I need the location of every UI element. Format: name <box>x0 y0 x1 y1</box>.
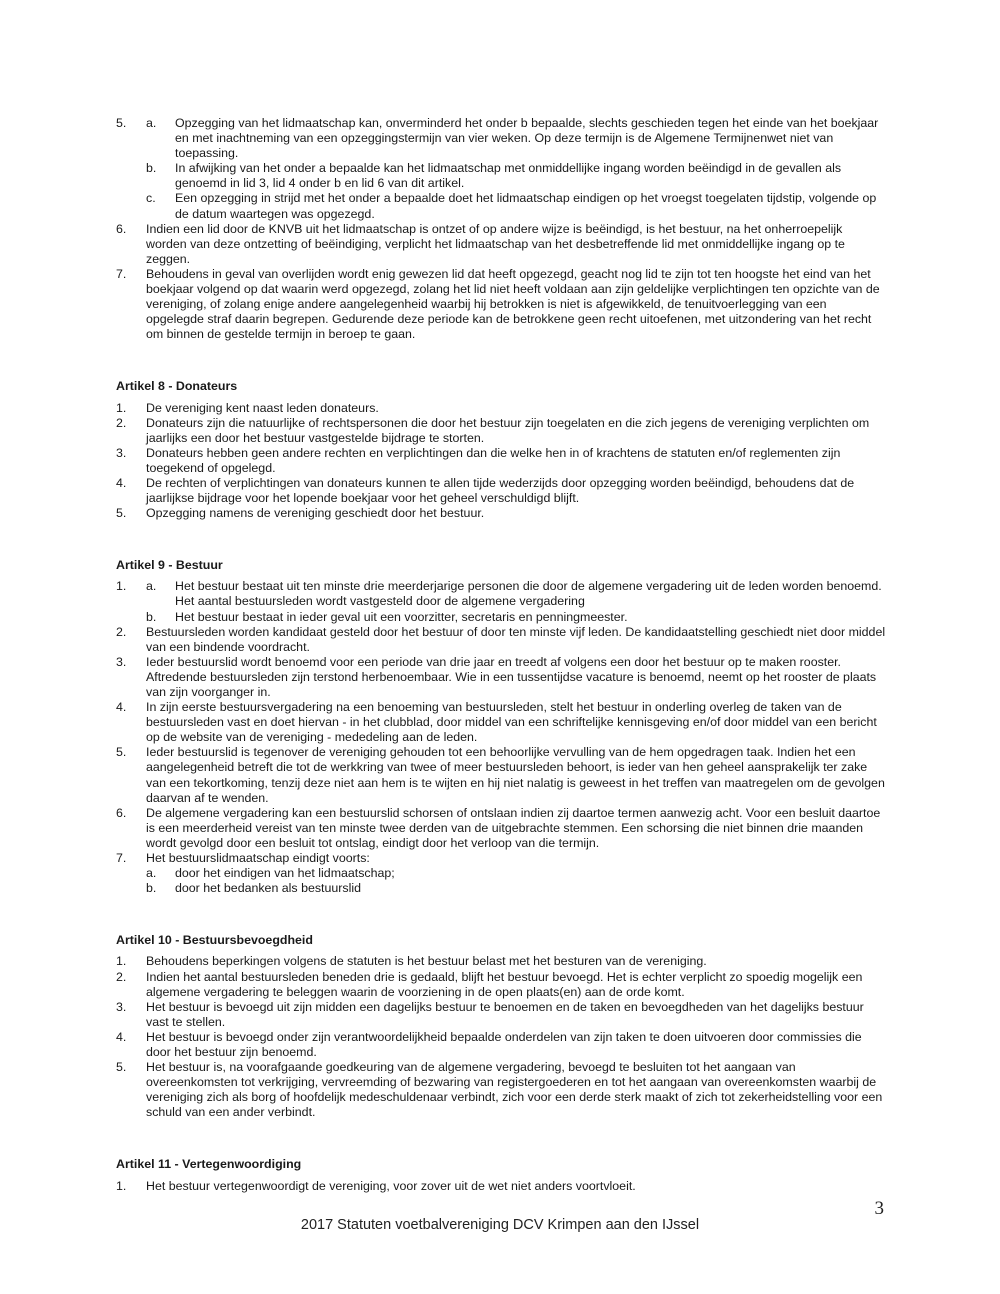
list-item <box>116 1060 886 1120</box>
item-text: Het bestuurslidmaatschap eindigt voorts: <box>146 851 370 866</box>
item-text: In zijn eerste bestuursvergadering na een benoeming van bestuursleden, stelt het bestuur in onderling overleg de taken van de bestuursleden vast en doet hiervan - in het clubblad, door middel van een schriftelijke kennisgeving en/of door middel van een bericht op de website van de vereniging - mededeling aan de leden. <box>146 700 877 745</box>
item-text: De vereniging kent naast leden donateurs. <box>146 400 379 415</box>
article-11 <box>116 1157 886 1193</box>
sub-item-letter: b. <box>146 881 157 896</box>
item-number: 4. <box>116 700 127 715</box>
item-number: 5. <box>116 745 127 760</box>
item-number: 5. <box>116 1060 127 1075</box>
item-number: 1. <box>116 954 127 969</box>
page-number: 3 <box>874 1198 884 1219</box>
list-item <box>116 700 886 745</box>
list-item <box>116 222 886 267</box>
list-item <box>116 506 886 521</box>
sub-item <box>146 881 886 896</box>
item-text: Behoudens in geval van overlijden wordt enig gewezen lid dat heeft opgezegd, geacht nog lid te zijn tot ten hoogste het eind van het boekjaar volgend op dat waarin werd opgezegd, zolang het lid niet heeft voldaan aan zijn geldelijke verplichtingen ten opzichte van de vereniging, of zolang enige andere aangelegenheid waarbij hij betrokken is niet is afgewikkeld, de tenuitvoerlegging van een opgelegde straf daarin begrepen. Gedurende deze periode kan de betrokkene geen recht uitoefenen, met uitzondering van het recht om binnen de gestelde termijn in beroep te gaan. <box>146 266 880 342</box>
sub-item <box>146 191 886 221</box>
list-item <box>116 851 886 896</box>
list-item <box>116 745 886 805</box>
item-text: Indien het aantal bestuursleden beneden drie is gedaald, blijft het bestuur bevoegd. Het is echter verplicht zo spoedig mogelijk een algemene vergadering te beleggen waarin de voorziening in de open plaats(en) aan de orde komt. <box>146 969 863 999</box>
item-number: 4. <box>116 1029 127 1044</box>
article-heading: Artikel 11 - Vertegenwoordiging <box>116 1157 302 1172</box>
list-item <box>116 267 886 342</box>
item-number: 3. <box>116 999 127 1014</box>
sub-item-letter: b. <box>146 609 157 624</box>
list-item <box>116 1000 886 1030</box>
item-text: Behoudens beperkingen volgens de statuten is het bestuur belast met het besturen van de vereniging. <box>146 954 707 969</box>
list-item <box>116 625 886 655</box>
sub-item-letter: a. <box>146 866 157 881</box>
item-number: 3. <box>116 654 127 669</box>
item-text: Het bestuur is, na voorafgaande goedkeuring van de algemene vergadering, bevoegd te besluiten tot het aangaan van overeenkomsten tot verkrijging, vervreemding of bezwaring van registergoederen en tot het aangaan van overeenkomsten waarbij de vereniging zich als borg of hoofdelijk medeschuldenaar verbindt, zich voor een derde sterk maakt of zich tot zekerheidstelling voor een schuld van een ander verbindt. <box>146 1060 883 1120</box>
item-text: Het bestuur is bevoegd onder zijn verantwoordelijkheid bepaalde onderdelen van zijn taken te doen uitvoeren door commissies die door het bestuur zijn benoemd. <box>146 1029 862 1059</box>
list-item <box>116 579 886 624</box>
item-number: 6. <box>116 805 127 820</box>
sub-item-text: In afwijking van het onder a bepaalde kan het lidmaatschap met onmiddellijke ingang worden beëindigd in de gevallen als genoemd in lid 3, lid 4 onder b en lid 6 van dit artikel. <box>175 161 842 191</box>
item-number: 1. <box>116 400 127 415</box>
item-text: Donateurs zijn die natuurlijke of rechtspersonen die door het bestuur zijn toegelaten en die zich jegens de vereniging verplichten om jaarlijks een door het bestuur vastgestelde bijdrage te storten. <box>146 415 870 445</box>
list-item <box>116 806 886 851</box>
sub-item <box>146 161 886 191</box>
item-number: 2. <box>116 415 127 430</box>
list-item <box>116 116 886 222</box>
list-item <box>116 1030 886 1060</box>
item-text: Donateurs hebben geen andere rechten en verplichtingen dan die welke hen in of krachtens de statuten en/of reglementen zijn toegekend of opgelegd. <box>146 445 841 475</box>
item-number: 7. <box>116 266 127 281</box>
article-heading: Artikel 9 - Bestuur <box>116 558 223 573</box>
sub-item <box>146 116 886 161</box>
sub-item-text: door het eindigen van het lidmaatschap; <box>175 866 395 881</box>
item-text: Opzegging namens de vereniging geschiedt door het bestuur. <box>146 506 485 521</box>
sub-item-text: Opzegging van het lidmaatschap kan, onverminderd het onder b bepaalde, slechts geschieden tegen het einde van het boekjaar en met inachtneming van een opzeggingstermijn van vier weken. Op deze termijn is de Algemene Termijnenwet niet van toepassing. <box>175 116 879 161</box>
sub-item <box>146 579 886 609</box>
list-item <box>116 401 886 416</box>
item-text: Ieder bestuurslid is tegenover de vereniging gehouden tot een behoorlijke vervulling van de hem opgedragen taak. Indien het een aangelegenheid betreft die tot de werkkring van twee of meer bestuursleden behoort, is ieder van hen geheel aansprakelijk ter zake van een tekortkoming, tenzij deze niet aan hem is te wijten en hij niet nalatig is geweest in het treffen van maatregelen om de gevolgen daarvan af te wenden. <box>146 745 885 805</box>
item-number: 2. <box>116 624 127 639</box>
list-item <box>116 416 886 446</box>
item-number: 4. <box>116 475 127 490</box>
list-item <box>116 1179 886 1194</box>
list-item <box>116 970 886 1000</box>
page-footer: 2017 Statuten voetbalvereniging DCV Krimpen aan den IJssel <box>300 1217 700 1233</box>
item-number: 6. <box>116 221 127 236</box>
sub-item-letter: a. <box>146 579 157 594</box>
article-heading: Artikel 8 - Donateurs <box>116 379 238 394</box>
sub-item-text: Het bestuur bestaat uit ten minste drie meerderjarige personen die door de algemene vergadering uit de leden worden benoemd. Het aantal bestuursleden wordt vastgesteld door de algemene vergadering <box>175 579 882 609</box>
item-number: 3. <box>116 445 127 460</box>
sub-item-letter: b. <box>146 161 157 176</box>
article-10 <box>116 933 886 1120</box>
item-text: De algemene vergadering kan een bestuurslid schorsen of ontslaan indien zij daartoe termen aanwezig acht. Voor een besluit daartoe is een meerderheid vereist van ten minste twee derden van de uitgebrachte stemmen. Een schorsing die niet binnen drie maanden wordt gevolgd door een besluit tot ontslag, eindigt door het verloop van die termijn. <box>146 805 881 850</box>
sub-item-letter: a. <box>146 116 157 130</box>
item-text: De rechten of verplichtingen van donateurs kunnen te allen tijde wederzijds door opzegging worden beëindigd, behoudens dat de jaarlijkse bijdrage voor het lopende boekjaar voor het geheel verschuldigd blijft. <box>146 475 855 506</box>
item-number: 1. <box>116 579 127 594</box>
item-text: Ieder bestuurslid wordt benoemd voor een periode van drie jaar en treedt af volgens een door het bestuur op te maken rooster. Aftredende bestuursleden zijn terstond herbenoembaar. Wie in een tussentijdse vacature is benoemd, neemt op het rooster de plaats van zijn voorganger in. <box>146 654 877 699</box>
item-number: 1. <box>116 1178 127 1193</box>
article-8 <box>116 379 886 521</box>
sub-item <box>146 866 886 881</box>
sub-item-text: door het bedanken als bestuurslid <box>175 881 361 896</box>
item-number: 5. <box>116 506 127 521</box>
article-heading: Artikel 10 - Bestuursbevoegdheid <box>116 933 313 948</box>
continued-article-items <box>116 116 886 342</box>
document-body <box>116 116 886 1194</box>
list-item <box>116 954 886 969</box>
item-number: 7. <box>116 851 127 866</box>
item-text: Het bestuur is bevoegd uit zijn midden een dagelijks bestuur te benoemen en de taken en bevoegdheden van het dagelijks bestuur vast te stellen. <box>146 999 864 1029</box>
list-item <box>116 655 886 700</box>
item-text: Indien een lid door de KNVB uit het lidmaatschap is ontzet of op andere wijze is beëindigd, is het bestuur, na het onherroepelijk worden van deze ontzetting of beëindiging, verplicht het lidmaatschap van het desbetreffende lid met onmiddellijke ingang op te zeggen. <box>146 221 845 266</box>
sub-item <box>146 610 886 625</box>
item-number: 5. <box>116 116 127 130</box>
list-item <box>116 446 886 476</box>
item-number: 2. <box>116 969 127 984</box>
sub-item-text: Een opzegging in strijd met het onder a bepaalde doet het lidmaatschap eindigen op het vroegst toegelaten tijdstip, volgende op de datum waartegen was opgezegd. <box>175 191 877 221</box>
list-item <box>116 476 886 506</box>
sub-item-letter: c. <box>146 191 156 206</box>
article-9 <box>116 558 886 896</box>
item-text: Het bestuur vertegenwoordigt de vereniging, voor zover uit de wet niet anders voortvloeit. <box>146 1178 636 1193</box>
sub-item-text: Het bestuur bestaat in ieder geval uit een voorzitter, secretaris en penningmeester. <box>175 609 628 624</box>
item-text: Bestuursleden worden kandidaat gesteld door het bestuur of door ten minste vijf leden. De kandidaatstelling geschiedt niet door middel van een bindende voordracht. <box>146 624 886 654</box>
